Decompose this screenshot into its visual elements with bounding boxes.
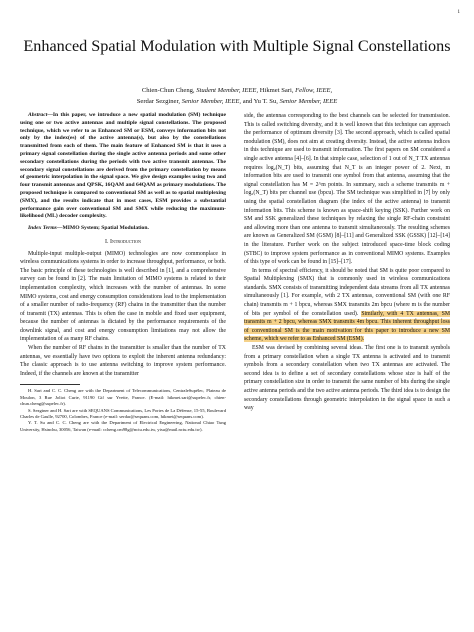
paragraph (244, 267, 450, 344)
section-title: I. Introduction (105, 238, 141, 245)
right-column (244, 112, 450, 413)
author-role: Fellow, IEEE, (295, 87, 333, 94)
page-number: 1 (457, 10, 460, 15)
author-name: and Yu T. Su, (242, 97, 278, 105)
abstract (20, 112, 226, 221)
paragraph-text: In terms of spectral efficiency, it should be noted that SM is quite poor compared to Spatial Multiplexing (SMX) that is commonly used in wireless communications standards. SMX consists of transmitting independent data streams from all TX antennas simultaneously [1]. For example, with 2 TX antennas, conventional SM (with one RF chain) transmits m + 1 bpcu, whereas SMX transmits 2m bpcu (where m is the number of bits per symbol of the constellation used). (244, 267, 450, 317)
author-role: Student Member, IEEE, (196, 87, 259, 94)
author-name: Serdar Sezginer, (136, 97, 181, 105)
footnote-divider (20, 384, 80, 385)
abstract-text: —In this paper, we introduce a new spatial modulation (SM) technique using one or two active antennas and multiple signal constellations. The proposed technique, which we refer to as Enhanced SM or ESM, conveys information bits not only by the index(es) of the active antenna(s), but also by the constellations transmitted from each of them. The main feature of Enhanced SM is that it uses a primary signal constellation during the single active antenna periods and some other secondary constellations during the periods with two active transmit antennas. The secondary signal constellations are derived from the primary constellation by means of geometric interpolation in the signal space. We give design examples using two and four transmit antennas and QPSK, 16QAM and 64QAM as primary modulations. The proposed technique is compared to conventional SM as well as to spatial multiplexing (SMX), and the results indicate that in most cases, ESM provides a substantial performance gain over conventional SM and SMX while reducing the maximum-likelihood (ML) decoder complexity. (20, 112, 226, 220)
author-line-2 (0, 97, 474, 108)
paragraph: When the number of RF chains in the transmitter is smaller than the number of TX antennas, we essentially have two options to exploit the inherent antenna redundancy: The classic approach is to use antenna switching to improve system performance. Indeed, if the channels are known at the transmitter (20, 345, 226, 377)
left-column (20, 112, 226, 433)
author-block (0, 86, 474, 107)
footnote: Y. T. Su and C. C. Cheng are with the Department of Electrical Engineering, National Chiao Tung University, Hsinchu, 30056, Taiwan (e-mail: ccheng.cm98g@nctu.edu.tw, ytsu@mail.nctu.edu.tw). (20, 420, 226, 432)
paragraph: Multiple-input multiple-output (MIMO) technologies are now commonplace in wireless communications systems in order to increase throughput, performance, or both. The basic principle of these technologies is well described in [1], and a comprehensive survey can be found in [2]. The main limitation of MIMO systems is related to their implementation complexity, which increases with the number of antennas. In some MIMO systems, cost and energy consumption considerations lead to the implementation of a smaller number of radio-frequency (RF) chains in the transmitter than the number of transmit (TX) antennas. This is often the case in mobile and fixed user equipment, because the number of antennas is dictated by the performance requirements of the downlink signal, and cost and energy consumption limitations may not allow the implementation of as many RF chains. (20, 250, 226, 343)
index-terms-label: Index Terms (28, 225, 57, 232)
abstract-label: Abstract (28, 112, 48, 118)
footnote: H. Sari and C. C. Cheng are with the Department of Telecommunications, CentraleSupélec, Plateau de Moulon, 3 Rue Joliot Curie, 91190 Gif sur Yvette, France. (E-mail: hikmet.sari@supelec.fr, chien-chun.cheng@supelec.fr). (20, 388, 226, 407)
index-terms-text: —MIMO System; Spatial Modulation. (56, 225, 149, 232)
footnote: S. Sezginer and H. Sari are with SEQUANS Communications, Les Portes de La Défense, 15-55, Boulevard Charles de Gaulle, 92700, Colombes, France (e-mail: serdar@sequans.com, hikmet@sequans.com). (20, 407, 226, 420)
author-name: Hikmet Sari, (259, 87, 294, 94)
index-terms (20, 225, 226, 233)
author-line-1 (0, 86, 474, 97)
paragraph: ESM was devised by combining several ideas. The first one is to transmit symbols from a primary constellation when a single TX antenna is activated and to transmit symbols from a secondary constellation when two TX antennas are activated. The second idea is to define a set of secondary constellations whose size is half of the primary constellation size in order to transmit the same number of bits during the single active antenna periods and the two active antenna periods. The third idea is to design the secondary constellations through geometric interpolation in the signal space in such a way (244, 345, 450, 412)
author-role: Senior Member, IEEE (279, 97, 338, 105)
paragraph: side, the antennas corresponding to the best channels can be selected for transmission. This is called switching diversity, and it is well known that this technique can approach the performance of optimum diversity [3]. The second approach, which is called spatial modulation (SM), does not aim at creating diversity. Instead, the active antenna indices in this technique are used to transmit information. The first papers on SM considered a single active antenna [4]–[6]. In that simple case, selection of 1 out of N_T TX antennas requires log₂(N_T) bits, assuming that N_T is an integer power of 2. Next, m information bits are used to transmit one symbol from that antenna, assuming that the signal constellation has M = 2^m points. In summary, such a scheme transmits m + log₂(N_T) bits per channel use (bpcu). The SM technique was simplified in [7] by only using the spatial constellation diagram (the index of the active antenna) to transmit information bits. This scheme is known as space-shift keying (SSK). Further work on SM and SSK generalized these techniques by relaxing the single RF-chain constraint and allowing more than one antenna to transmit simultaneously. The resulting schemes are known as Generalized SM (GSM) [8]–[11] and Generalized SSK (GSSK) [12]–[14] in the literature. Further work on the subject introduced space-time block coding (STBC) to improve system performance as in conventional MIMO systems. Examples of this type of work can be found in [15]–[17]. (244, 113, 450, 266)
highlighted-text: Similarly, with 4 TX antennas, SM transmits m + 2 bpcu, whereas SMX transmits 4m bpcu. This inherent throughput loss of conventional SM is the main motivation for this paper to introduce a new SM scheme, which we refer to as Enhanced SM (ESM). (244, 310, 450, 343)
author-role: Senior Member, IEEE, (181, 97, 242, 105)
paper-title: Enhanced Spatial Modulation with Multiple Signal Constellations (23, 37, 451, 55)
footnotes (20, 388, 226, 433)
author-name: Chien-Chun Cheng, (141, 87, 195, 94)
